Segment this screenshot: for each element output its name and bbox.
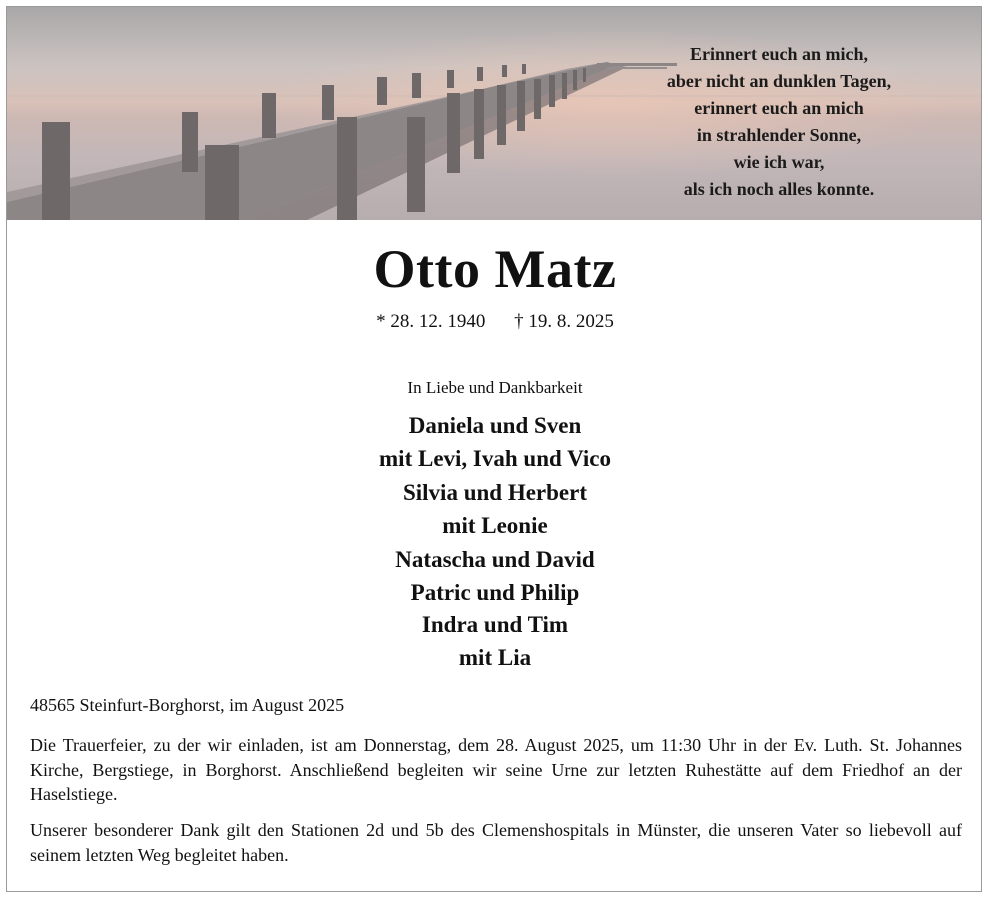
poem-line: Erinnert euch an mich, [690, 44, 868, 64]
mourner-line: mit Levi, Ivah und Vico [379, 445, 611, 471]
death-date: † 19. 8. 2025 [514, 311, 614, 332]
mourner-line: Silvia und Herbert [402, 480, 587, 505]
life-dates [0, 311, 990, 333]
poem-line: aber nicht an dunklen Tagen, [666, 71, 892, 91]
mourner-line: Daniela und Sven [408, 413, 582, 438]
mourner-line: Natascha und David [395, 547, 595, 572]
mourner-line: Patric und Philip [410, 579, 580, 605]
birth-date: * 28. 12. 1940 [376, 311, 486, 332]
poem-line: wie ich war, [733, 152, 825, 172]
mourner-line: mit Lia [458, 644, 532, 670]
poem [629, 41, 929, 203]
place-and-date: 48565 Steinfurt-Borghorst, im August 2025 [30, 695, 345, 715]
mourners-list [0, 410, 990, 674]
mourners-intro: In Liebe und Dankbarkeit [407, 378, 583, 397]
mourner-line: mit Leonie [442, 512, 548, 538]
deceased-name: Otto Matz [373, 239, 617, 299]
thanks-paragraph: Unserer besonderer Dank gilt den Stationen 2d und 5b des Clemenshospitals in Münster, die unseren Vater so liebevoll auf seinem letzten Weg begleitet haben. [30, 820, 962, 865]
mourner-line: Indra und Tim [421, 612, 569, 637]
poem-line: als ich noch alles konnte. [683, 179, 875, 199]
funeral-info-paragraph: Die Trauerfeier, zu der wir einladen, ist am Donnerstag, dem 28. August 2025, um 11:30 Uhr in der Ev. Luth. St. Johannes Kirche, Bergstiege, in Borghorst. Anschließend begleiten wir seine Urne zur letzten Ruhestätte auf dem Friedhof an der Haselstiege. [30, 735, 962, 804]
poem-line: in strahlender Sonne, [696, 125, 862, 145]
header-image [7, 7, 981, 220]
poem-line: erinnert euch an mich [694, 98, 864, 118]
